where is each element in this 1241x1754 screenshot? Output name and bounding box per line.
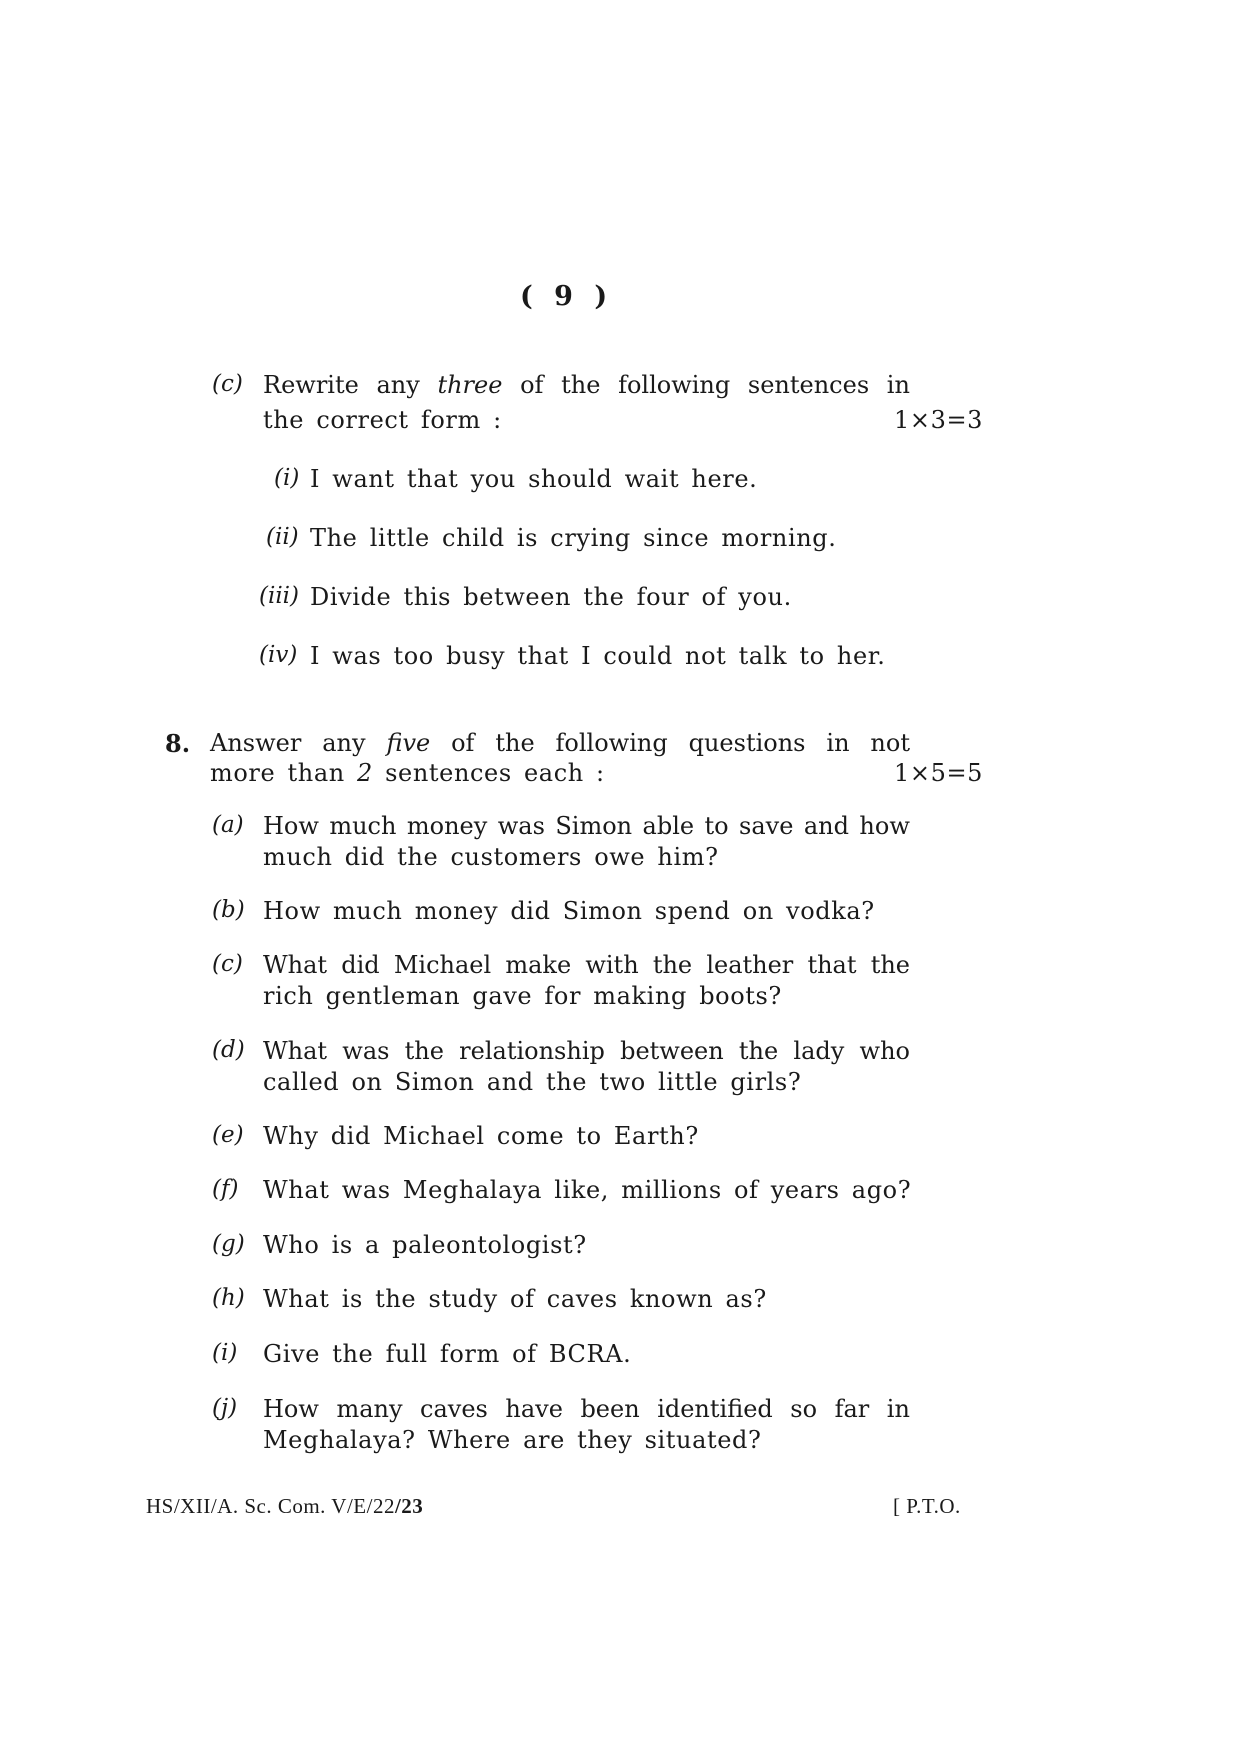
- word: money: [406, 812, 488, 840]
- word: not: [870, 729, 910, 757]
- word: to: [704, 812, 729, 840]
- question8-instruction-line1: [210, 729, 910, 757]
- word: was: [342, 1037, 390, 1065]
- question8-marks: 1×5=5: [894, 759, 984, 787]
- word: What: [263, 1037, 328, 1065]
- word: How: [263, 1395, 319, 1423]
- question-number: 8.: [165, 729, 191, 758]
- word: been: [580, 1395, 640, 1423]
- word: save: [739, 812, 794, 840]
- word: any: [376, 371, 420, 399]
- section-c-instruction-line1: [263, 371, 910, 399]
- word: was: [497, 812, 545, 840]
- q8-item-line2: rich gentleman gave for making boots?: [263, 982, 782, 1010]
- word: sentences: [747, 371, 870, 399]
- word: What: [263, 951, 328, 979]
- item-text: I was too busy that I could not talk to her.: [310, 642, 886, 670]
- word: any: [322, 729, 366, 757]
- q8-item-text: What was Meghalaya like, millions of years ago?: [263, 1176, 912, 1204]
- word-emphasis: 2: [357, 759, 373, 787]
- word: who: [859, 1037, 910, 1065]
- word: so: [790, 1395, 818, 1423]
- word: How: [263, 812, 319, 840]
- word-emphasis: five: [386, 729, 431, 757]
- item-text: Divide this between the four of you.: [310, 583, 792, 611]
- item-text: I want that you should wait here.: [310, 465, 758, 493]
- q8-item-label: (g): [212, 1231, 245, 1257]
- word: many: [336, 1395, 403, 1423]
- question8-instruction-line2: [210, 759, 605, 787]
- word: of: [520, 371, 544, 399]
- word: identified: [657, 1395, 773, 1423]
- word: the: [404, 1037, 444, 1065]
- q8-item-line2: much did the customers owe him?: [263, 843, 719, 871]
- word: of: [451, 729, 475, 757]
- item-label: (iv): [259, 642, 298, 668]
- word: did: [341, 951, 380, 979]
- q8-item-text: Give the full form of BCRA.: [263, 1340, 632, 1368]
- q8-item-line1: [263, 1395, 910, 1423]
- word: following: [618, 371, 731, 399]
- word: with: [585, 951, 639, 979]
- section-c-instruction-line2: the correct form :: [263, 406, 502, 434]
- pto-marker: [ P.T.O.: [893, 1494, 961, 1518]
- page-number: ( 9 ): [520, 281, 614, 312]
- paper-code-prefix: HS/XII/A. Sc. Com. V/E/22: [146, 1494, 395, 1518]
- word: much: [329, 812, 397, 840]
- q8-item-label: (f): [212, 1176, 239, 1202]
- word: far: [834, 1395, 870, 1423]
- word: how: [859, 812, 910, 840]
- word-emphasis: three: [437, 371, 503, 399]
- item-label: (iii): [259, 583, 300, 609]
- word: the: [495, 729, 535, 757]
- q8-item-label: (b): [212, 897, 245, 923]
- q8-item-label: (c): [212, 951, 243, 977]
- item-text: The little child is crying since morning.: [310, 524, 837, 552]
- section-c-marks: 1×3=3: [894, 406, 984, 434]
- q8-item-line1: [263, 812, 910, 840]
- word: lady: [793, 1037, 845, 1065]
- word: following: [555, 729, 668, 757]
- word: leather: [706, 951, 794, 979]
- paper-code-suffix: /23: [394, 1494, 424, 1518]
- word: the: [738, 1037, 779, 1065]
- q8-item-label: (e): [212, 1122, 244, 1148]
- q8-item-label: (j): [212, 1395, 238, 1421]
- word: between: [620, 1037, 724, 1065]
- word: caves: [420, 1395, 488, 1423]
- q8-item-text: Why did Michael come to Earth?: [263, 1122, 699, 1150]
- word: and: [803, 812, 849, 840]
- q8-item-line1: [263, 951, 910, 979]
- item-label: (i): [274, 465, 300, 491]
- q8-item-label: (i): [212, 1340, 238, 1366]
- word: Answer: [210, 729, 302, 757]
- q8-item-text: What is the study of caves known as?: [263, 1285, 767, 1313]
- word: make: [505, 951, 572, 979]
- q8-item-label: (a): [212, 812, 244, 838]
- q8-item-text: How much money did Simon spend on vodka?: [263, 897, 875, 925]
- word: in: [886, 1395, 910, 1423]
- q8-item-line2: called on Simon and the two little girls?: [263, 1068, 802, 1096]
- q8-item-text: Who is a paleontologist?: [263, 1231, 587, 1259]
- word: questions: [688, 729, 806, 757]
- q8-item-line2: Meghalaya? Where are they situated?: [263, 1426, 762, 1454]
- word: the: [870, 951, 910, 979]
- paper-code: [146, 1494, 423, 1519]
- q8-item-label: (h): [212, 1285, 245, 1311]
- word: the: [652, 951, 693, 979]
- word: able: [642, 812, 695, 840]
- word: Michael: [393, 951, 492, 979]
- section-c-label: (c): [212, 371, 243, 397]
- word: relationship: [459, 1037, 605, 1065]
- word: in: [886, 371, 910, 399]
- item-label: (ii): [266, 524, 299, 550]
- word: the: [561, 371, 601, 399]
- q8-item-line1: [263, 1037, 910, 1065]
- q8-item-label: (d): [212, 1037, 245, 1063]
- word: that: [807, 951, 857, 979]
- text-fragment: more than: [210, 759, 358, 787]
- text-fragment: sentences each :: [372, 759, 605, 787]
- word: have: [505, 1395, 563, 1423]
- word: in: [826, 729, 850, 757]
- word: Rewrite: [263, 371, 359, 399]
- word: Simon: [555, 812, 633, 840]
